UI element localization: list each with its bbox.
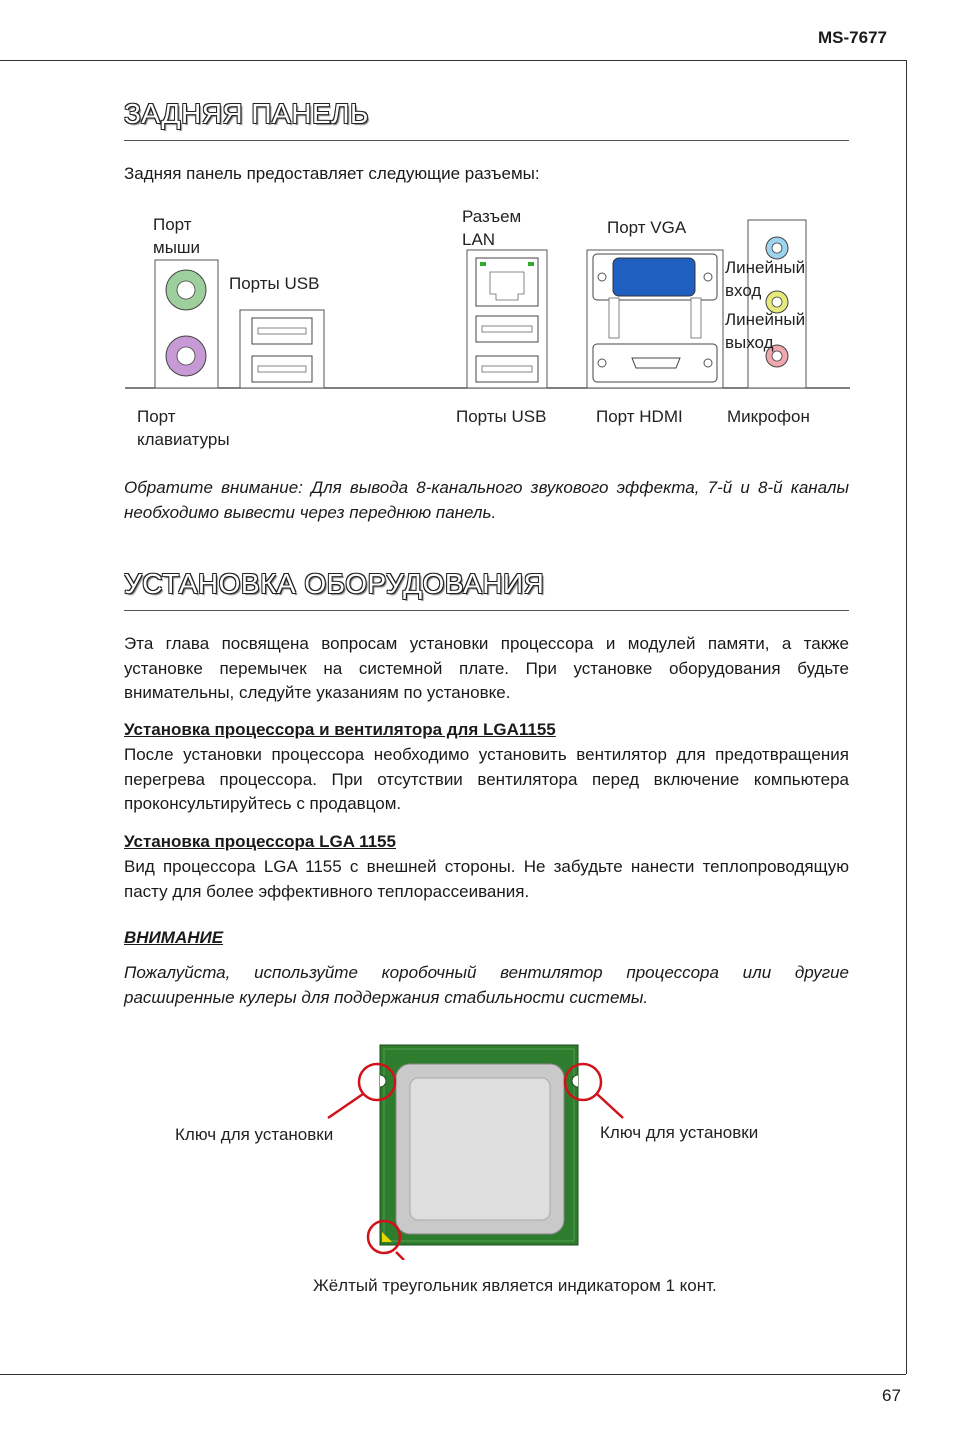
page-frame-bottom: [0, 1374, 906, 1375]
hardware-intro: Эта глава посвящена вопросам установки процессора и модулей памяти, а также установке перемычек на системной плате. При установке оборудования будьте внимательны, следуйте указаниям по установке.: [124, 634, 849, 702]
label-mic: Микрофон: [727, 407, 810, 426]
subheading-cpu-fan: Установка процессора и вентилятора для LGA1155: [124, 720, 556, 739]
section-rule: [124, 140, 849, 141]
label-vga: Порт VGA: [607, 218, 687, 237]
label-pin1-triangle: Жёлтый треугольник является индикатором 1 конт.: [313, 1276, 717, 1295]
label-usb-bottom: Порты USB: [456, 407, 547, 426]
label-key-left: Ключ для установки: [175, 1125, 334, 1144]
page-frame-right: [906, 60, 907, 1374]
section-title-rear-panel: ЗАДНЯЯ ПАНЕЛЬ: [124, 98, 369, 129]
eight-channel-note: Обратите внимание: Для вывода 8-канального звукового эффекта, 7-й и 8-й каналы необходимо вывести через переднюю панель.: [124, 478, 849, 522]
cpu-install-text: Вид процессора LGA 1155 с внешней стороны. Не забудьте нанести теплопроводящую пасту для более эффективного теплорассеивания.: [124, 857, 849, 901]
label-keyboard-port: Порт клавиатуры: [137, 407, 230, 449]
rear-panel-intro: Задняя панель предоставляет следующие разъемы:: [124, 164, 540, 183]
section-title-hardware-setup: УСТАНОВКА ОБОРУДОВАНИЯ: [124, 568, 545, 599]
label-line-out: Линейный выход: [725, 310, 806, 352]
label-mouse-port: Порт мыши: [153, 215, 201, 257]
label-hdmi: Порт HDMI: [596, 407, 683, 426]
label-usb-top: Порты USB: [229, 274, 320, 293]
section-rule: [124, 610, 849, 611]
warning-title: ВНИМАНИЕ: [124, 928, 224, 947]
label-key-right: Ключ для установки: [600, 1123, 759, 1142]
label-line-in: Линейный вход: [725, 258, 806, 300]
subheading-cpu-install: Установка процессора LGA 1155: [124, 832, 396, 851]
page-frame-top: [0, 60, 906, 61]
model-number: MS-7677: [818, 28, 887, 47]
label-lan: Разъем LAN: [462, 207, 522, 249]
page-number: 67: [882, 1386, 901, 1405]
warning-text: Пожалуйста, используйте коробочный вентилятор процессора или другие расширенные кулеры для поддержания стабильности системы.: [124, 963, 849, 1007]
cpu-fan-text: После установки процессора необходимо установить вентилятор для предотвращения перегрева процессора. При отсутствии вентилятора перед включение компьютера проконсультируйтесь с продавцом.: [124, 745, 849, 813]
cpu-figure: [320, 1040, 640, 1260]
